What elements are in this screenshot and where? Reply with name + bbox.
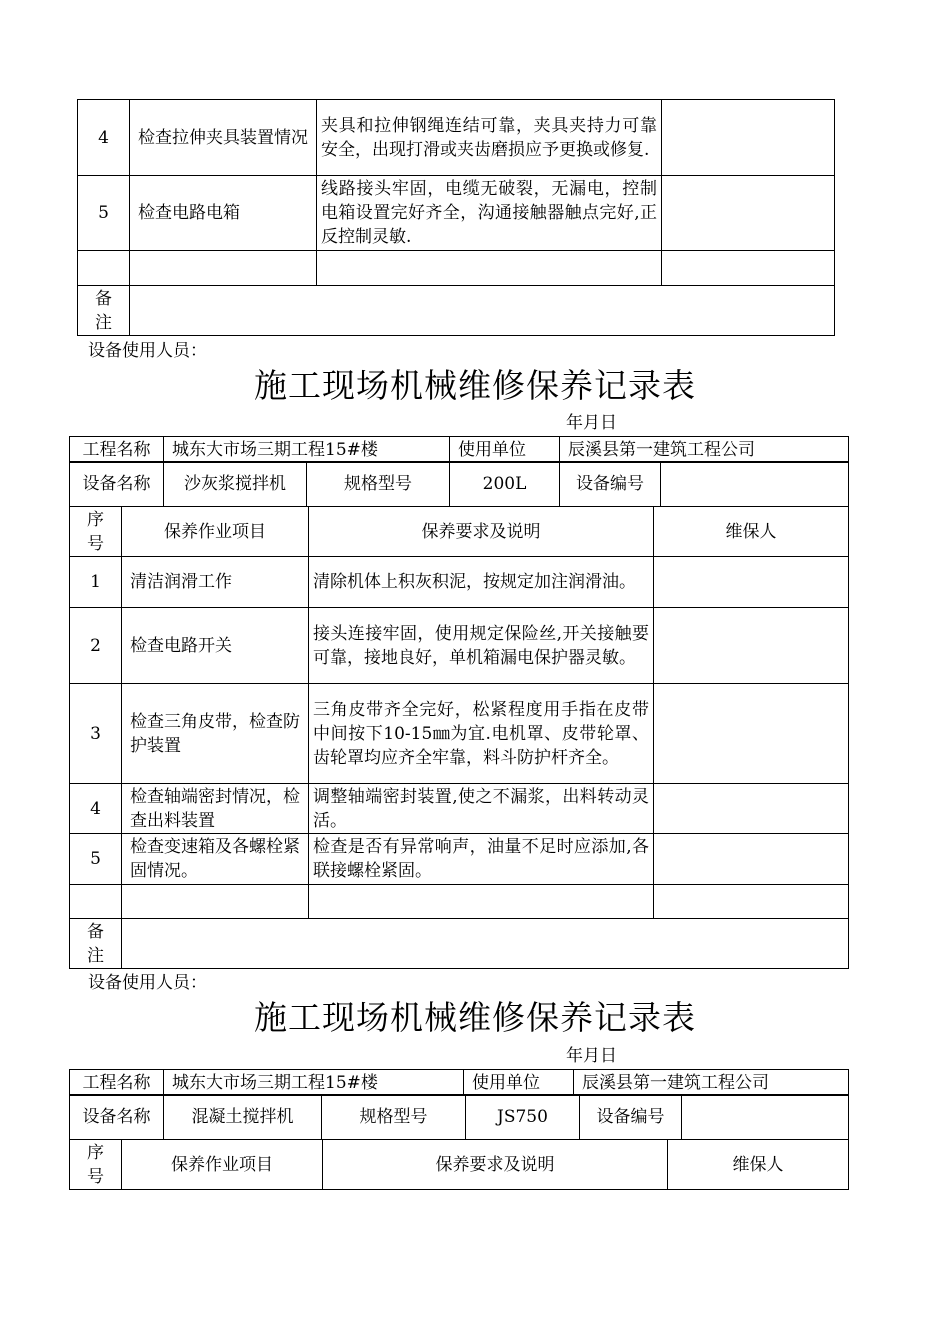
row-number: 4 <box>70 784 122 834</box>
header-item: 保养作业项目 <box>122 1140 323 1190</box>
project-value: 城东大市场三期工程15#楼 <box>164 437 450 463</box>
equipment-value: 沙灰浆搅拌机 <box>164 462 307 507</box>
equipment-value: 混凝土搅拌机 <box>164 1095 322 1140</box>
row-number: 5 <box>70 834 122 885</box>
remark-field[interactable] <box>122 919 849 969</box>
table-header-row <box>70 507 849 557</box>
row-requirement: 清除机体上积灰积泥，按规定加注润滑油。 <box>309 557 654 608</box>
table-row <box>70 557 849 608</box>
empty-cell[interactable] <box>654 885 849 919</box>
unit-label: 使用单位 <box>450 437 560 463</box>
header-requirement: 保养要求及说明 <box>309 507 654 557</box>
row-person[interactable] <box>654 684 849 784</box>
table-row <box>70 784 849 834</box>
form1-header-table <box>69 436 849 463</box>
code-label: 设备编号 <box>560 462 661 507</box>
spec-label: 规格型号 <box>307 462 450 507</box>
header-number: 序号 <box>70 507 122 557</box>
empty-cell[interactable] <box>70 885 122 919</box>
row-person[interactable] <box>654 784 849 834</box>
form1-items-table <box>69 506 849 969</box>
remark-label: 备注 <box>70 919 122 969</box>
empty-cell[interactable] <box>662 251 835 286</box>
row-item: 检查轴端密封情况，检查出料装置 <box>122 784 309 834</box>
row-person[interactable] <box>662 100 835 176</box>
empty-row <box>78 251 835 286</box>
remark-field[interactable] <box>130 286 835 336</box>
row-number: 4 <box>78 100 130 176</box>
row-item: 检查电路电箱 <box>130 176 317 251</box>
table-row <box>70 834 849 885</box>
form-title: 施工现场机械维修保养记录表 <box>254 366 696 405</box>
remark-label: 备注 <box>78 286 130 336</box>
empty-cell[interactable] <box>78 251 130 286</box>
spec-label: 规格型号 <box>322 1095 466 1140</box>
row-requirement: 接头连接牢固，使用规定保险丝,开关接触要可靠，接地良好，单机箱漏电保护器灵敏。 <box>309 608 654 684</box>
header-person: 维保人 <box>668 1140 849 1190</box>
top-maintenance-table <box>77 99 835 336</box>
code-label: 设备编号 <box>580 1095 682 1140</box>
unit-label: 使用单位 <box>464 1070 574 1096</box>
table-row <box>70 608 849 684</box>
user-label: 设备使用人员： <box>88 973 207 993</box>
unit-value: 辰溪县第一建筑工程公司 <box>560 437 849 463</box>
row-number: 5 <box>78 176 130 251</box>
empty-cell[interactable] <box>317 251 662 286</box>
table-header-row <box>70 1140 849 1190</box>
empty-cell[interactable] <box>122 885 309 919</box>
header-number: 序号 <box>70 1140 122 1190</box>
row-person[interactable] <box>654 834 849 885</box>
user-label: 设备使用人员： <box>88 341 207 361</box>
remark-row <box>70 919 849 969</box>
row-requirement: 检查是否有异常响声，油量不足时应添加,各联接螺栓紧固。 <box>309 834 654 885</box>
equipment-label: 设备名称 <box>70 1095 164 1140</box>
row-requirement: 夹具和拉伸钢绳连结可靠，夹具夹持力可靠安全，出现打滑或夹齿磨损应予更换或修复. <box>317 100 662 176</box>
row-item: 检查电路开关 <box>122 608 309 684</box>
table-row <box>78 100 835 176</box>
empty-row <box>70 885 849 919</box>
remark-row <box>78 286 835 336</box>
row-requirement: 三角皮带齐全完好，松紧程度用手指在皮带中间按下10-15㎜为宜.电机罩、皮带轮罩、齿轮罩均应齐全牢靠，料斗防护杆齐全。 <box>309 684 654 784</box>
row-item: 检查变速箱及各螺栓紧固情况。 <box>122 834 309 885</box>
unit-value: 辰溪县第一建筑工程公司 <box>574 1070 849 1096</box>
code-value[interactable] <box>661 462 849 507</box>
project-value: 城东大市场三期工程15#楼 <box>164 1070 464 1096</box>
spec-value: JS750 <box>466 1095 580 1140</box>
row-requirement: 线路接头牢固，电缆无破裂，无漏电，控制电箱设置完好齐全，沟通接触器触点完好,正反控制灵敏. <box>317 176 662 251</box>
row-person[interactable] <box>662 176 835 251</box>
row-item: 检查拉伸夹具装置情况 <box>130 100 317 176</box>
form2-items-table <box>69 1139 849 1190</box>
header-requirement: 保养要求及说明 <box>323 1140 668 1190</box>
empty-cell[interactable] <box>130 251 317 286</box>
spec-value: 200L <box>450 462 560 507</box>
table-row <box>78 176 835 251</box>
row-person[interactable] <box>654 608 849 684</box>
header-person: 维保人 <box>654 507 849 557</box>
form-date: 年月日 <box>566 1046 617 1066</box>
project-label: 工程名称 <box>70 437 164 463</box>
empty-cell[interactable] <box>309 885 654 919</box>
form2-header-table <box>69 1069 849 1096</box>
table-row <box>70 684 849 784</box>
row-item: 检查三角皮带，检查防护装置 <box>122 684 309 784</box>
header-item: 保养作业项目 <box>122 507 309 557</box>
row-item: 清洁润滑工作 <box>122 557 309 608</box>
form-title: 施工现场机械维修保养记录表 <box>254 998 696 1037</box>
row-number: 2 <box>70 608 122 684</box>
code-value[interactable] <box>682 1095 849 1140</box>
row-person[interactable] <box>654 557 849 608</box>
equipment-label: 设备名称 <box>70 462 164 507</box>
form1-equipment-table <box>69 461 849 507</box>
form-date: 年月日 <box>566 413 617 433</box>
project-label: 工程名称 <box>70 1070 164 1096</box>
form2-equipment-table <box>69 1094 849 1140</box>
row-requirement: 调整轴端密封装置,使之不漏浆，出料转动灵活。 <box>309 784 654 834</box>
row-number: 3 <box>70 684 122 784</box>
row-number: 1 <box>70 557 122 608</box>
